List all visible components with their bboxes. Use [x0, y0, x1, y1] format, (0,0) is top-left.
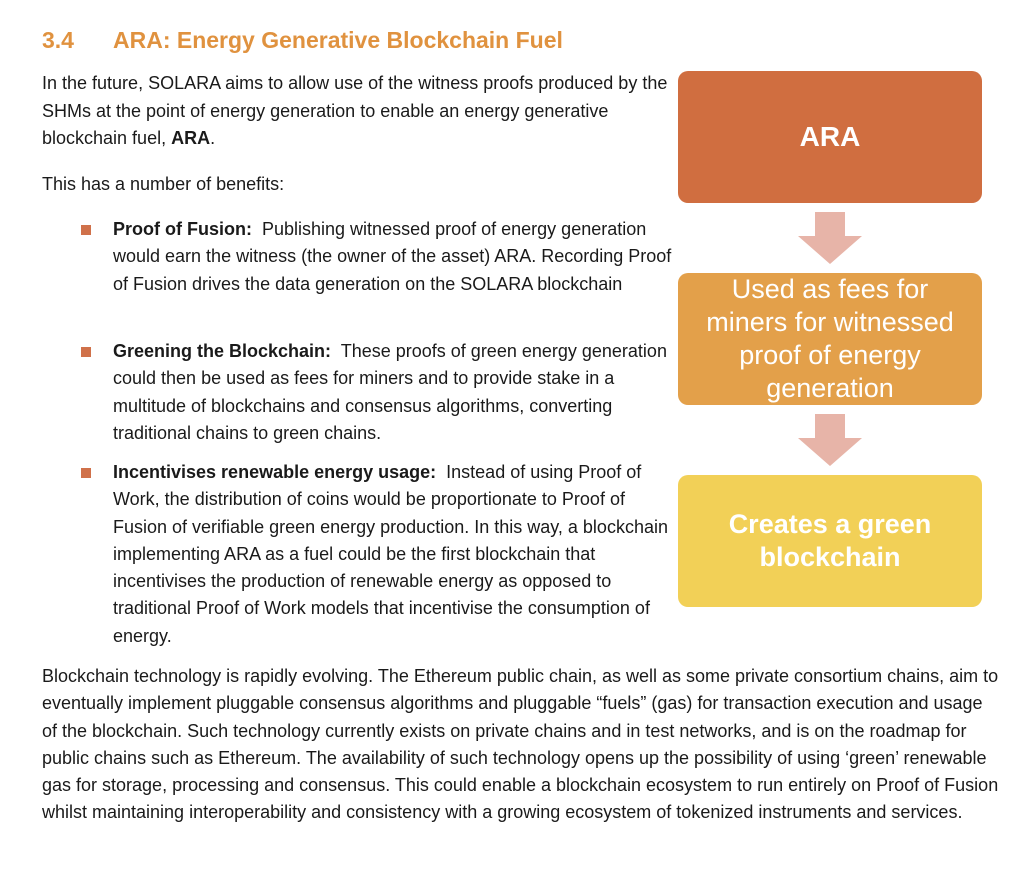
- section-number: 3.4: [42, 27, 74, 53]
- intro-bold-term: ARA: [171, 128, 211, 148]
- square-bullet-icon: [81, 347, 91, 357]
- intro-paragraph: [42, 70, 682, 153]
- square-bullet-icon: [81, 225, 91, 235]
- bullet-title: Greening the Blockchain:: [113, 341, 332, 361]
- benefits-intro: This has a number of benefits:: [42, 174, 285, 194]
- down-arrow-icon: [798, 414, 862, 466]
- bullet-title: Incentivises renewable energy usage:: [113, 462, 437, 482]
- square-bullet-icon: [81, 468, 91, 478]
- intro-text: In the future, SOLARA aims to allow use of the witness proofs produced by the SHMs at the point of energy generation to enable an energy generative blockchain fuel,: [42, 73, 668, 148]
- section-heading: [42, 27, 563, 54]
- bullet-text: Instead of using Proof of Work, the distribution of coins would be proportionate to Proof of Fusion of verifiable green energy production. In this way, a blockchain implementing ARA as a fuel could be the first blockchain that incentivises the production of renewable energy as opposed to traditional Proof of Work models that incentivise the consumption of energy.: [113, 462, 668, 646]
- bullet-text: These proofs of green energy generation could then be used as fees for miners and to provide stake in a multitude of blockchains and consensus algorithms, converting traditional chains to green chains.: [113, 341, 667, 443]
- closing-paragraph: Blockchain technology is rapidly evolving. The Ethereum public chain, as well as some private consortium chains, aim to eventually implement pluggable consensus algorithms and pluggable “fuels” (gas) for transaction execution and usage of the blockchain. Such technology currently exists on private chains and in test networks, and is on the roadmap for public chains such as Ethereum. The availability of such technology opens up the possibility of using ‘green’ renewable gas for storage, processing and consensus. This could enable a blockchain ecosystem to run entirely on Proof of Fusion whilst maintaining interoperability and consistency with a growing ecosystem of tokenized instruments and services.: [42, 666, 999, 823]
- flow-box-green-blockchain: Creates a green blockchain: [678, 475, 982, 607]
- intro-text-end: .: [210, 128, 216, 148]
- bullet-item-proof-of-fusion: [113, 216, 673, 298]
- bullet-item-incentivises-renewable: [113, 459, 673, 650]
- bullet-title: Proof of Fusion:: [113, 219, 252, 239]
- bullet-text: Publishing witnessed proof of energy generation would earn the witness (the owner of the asset) ARA. Recording Proof of Fusion drives the data generation on the SOLARA blockchain: [113, 219, 672, 294]
- bullet-item-greening-blockchain: [113, 338, 673, 447]
- flow-box-fees: Used as fees for miners for witnessed proof of energy generation: [678, 273, 982, 405]
- down-arrow-icon: [798, 212, 862, 264]
- flow-box-ara: ARA: [678, 71, 982, 203]
- section-title: ARA: Energy Generative Blockchain Fuel: [113, 27, 563, 53]
